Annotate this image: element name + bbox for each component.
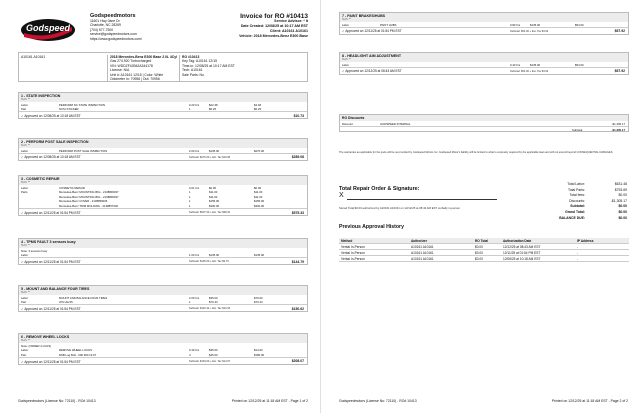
job-block [18, 138, 308, 161]
ro-column [179, 55, 269, 81]
job-footer [340, 67, 628, 74]
job-line-price: $6.25 [209, 107, 216, 112]
job-footer [19, 153, 307, 160]
invoice-title: Invoice for RO #10413 [240, 13, 308, 20]
job-line-qty: 1 [189, 190, 191, 195]
job-line-desc: PERFORM POST SALE INSPECTION [59, 148, 108, 153]
job-line-desc: Mercedes-Benz MOUNTING BKL - 2138800037 [59, 194, 119, 199]
job-header [19, 176, 307, 185]
customer-column [21, 55, 103, 59]
job-line-price: $0.00 [209, 185, 216, 190]
job-line-price: $135.00 [530, 62, 541, 67]
godspeed-logo [20, 18, 76, 42]
service-advisor: Service Advisor: * It [274, 19, 308, 23]
job-line-desc: COSMETIC REPAIR [59, 185, 85, 190]
customer-info-line: Tech: A10161 [182, 68, 203, 73]
totals-value: $0.00 [618, 215, 627, 220]
approval-cell: - [577, 257, 579, 262]
job-approved: ✓ Approved on 12/12/25 at 08:43 AM EST [342, 69, 402, 74]
job-total: $144.79 [291, 259, 304, 264]
approval-cell: 12/11/25 at 01:54 PM EST [503, 251, 541, 256]
job-footer [19, 357, 307, 364]
job-line-amt: $270.00 [254, 148, 265, 153]
job-line-amt: $0.00 [254, 185, 261, 190]
job-line-cls: Part [21, 300, 27, 305]
approval-cell: 12/08/25 at 10:18 AM EST [503, 257, 541, 262]
shop-web[interactable]: https://www.godspeedmotors.com/ [90, 36, 142, 41]
job-block [18, 92, 308, 119]
job-line-qty: 1 [189, 194, 191, 199]
job-tech: Tech: ** [21, 339, 30, 342]
job-line-price: $22.38 [209, 102, 218, 107]
signature-x: X [339, 192, 344, 199]
totals-label: BALANCE DUE: [559, 215, 585, 220]
totals-value: -$1,305.17 [610, 198, 627, 203]
job-line-amt: $11.00 [254, 190, 263, 195]
job-line-price: $35.00 [209, 348, 218, 353]
job-line-cls: Labor [21, 148, 29, 153]
approval-cell: A10161 A10161 [411, 251, 434, 256]
job-line-amt: $180.00 [254, 352, 265, 357]
totals-row [521, 216, 629, 222]
job-line-cls: Labor [342, 22, 350, 27]
approval-column-header: RO Total [475, 239, 489, 244]
ro-discounts [339, 114, 629, 132]
job-line-desc: PERFORM NC STATE INSPECTION [59, 102, 106, 107]
job-line-qty: 2.00 hrs [189, 295, 200, 300]
job-tech: Tech: ** [342, 58, 351, 61]
page-footer-1 [18, 399, 308, 403]
totals-label: Total Parts: [568, 187, 585, 192]
job-approved: ✓ Approved on 12/11/25 at 01:54 PM EST [21, 359, 81, 364]
job-total: $10.73 [293, 113, 304, 118]
job-approved: ✓ Approved on 12/11/25 at 01:54 PM EST [21, 210, 81, 215]
signature-line[interactable] [347, 199, 497, 200]
job-subtotal: Subtotal: $194.00 + Est. Tax $14.07 [189, 359, 231, 363]
job-tech: Tech: ** [21, 181, 30, 184]
job-footer [19, 257, 307, 264]
job-line-price: $135.00 [209, 253, 220, 258]
job-line-qty: 0.80 hrs [510, 22, 521, 27]
job-line-qty: 1 [189, 107, 191, 112]
job-line-qty: 4 [189, 352, 191, 357]
job-line-cls: Labor [342, 62, 350, 67]
job-title: 2 - PERFORM POST SALE INSPECTION [21, 140, 89, 144]
job-header [19, 334, 307, 343]
job-note-text: Note: 3 sensors busy [21, 248, 48, 253]
approval-history-heading: Previous Approval History [339, 224, 404, 230]
date-created: Date Created: 12/08/25 at 10:17 AM EST [240, 24, 308, 28]
job-total: $150.62 [291, 306, 304, 311]
job-line-amt: $70.00 [254, 295, 263, 300]
approval-column-header: Method [341, 239, 353, 244]
job-title: 8 - HEADLIGHT AIM ADJUSTMENT [342, 54, 402, 58]
job-line-amt: $11.00 [254, 194, 263, 199]
job-approved: ✓ Approved on 12/08/25 at 10:18 AM EST [21, 113, 81, 118]
customer-info-line: Unit #: A10161 12/15 | Color: White [110, 72, 164, 77]
job-header [19, 139, 307, 148]
totals-value: $631.48 [614, 182, 627, 186]
job-footer [19, 304, 307, 311]
job-tech: Tech: ** [21, 144, 30, 147]
shop-phone: (704) 577-7500 [90, 27, 114, 32]
totals-value: $793.69 [614, 187, 627, 192]
job-block [18, 175, 308, 216]
job-line-amt: $300.00 [254, 203, 265, 208]
job-line-desc: REMOVE WHEEL LOCKS [59, 348, 92, 353]
job-title: 3 - COSMETIC REPAIR [21, 177, 60, 181]
job-line-amt: $135.00 [254, 253, 265, 258]
job-line-desc: OIS HG/15 [59, 300, 73, 305]
job-title: 1 - STATE INSPECTION [21, 94, 61, 98]
job-line-cls: Part [21, 107, 27, 112]
approval-cell: Verbal In-Person [341, 257, 365, 262]
totals-heading: Total Repair Order & Signature: [339, 186, 420, 192]
job-line-cls: Parts [21, 190, 28, 195]
job-line-cls: Labor [21, 102, 29, 107]
job-line-qty: 2.00 hrs [189, 148, 200, 153]
page-footer-2 [339, 399, 628, 403]
job-block [339, 12, 629, 35]
footer-printed: Printed on 12/12/25 at 11:18 AM EST - Page 1 of 2 [231, 399, 308, 403]
discount-name: GODSPEED INTERNAL [380, 122, 411, 126]
approval-cell: $0.00 [475, 251, 483, 256]
invoice-page-2 [320, 0, 640, 413]
customer-info-line: Sale Parts: No [182, 72, 204, 77]
job-line-cls: Labor [21, 185, 29, 190]
job-line-desc: Mercedes-Benz MOUNTING BKL - 2138800037 [59, 190, 119, 195]
job-line-price: $11.00 [209, 194, 218, 199]
customer-info-line: Key Tag: A10161 12/15 [182, 59, 218, 64]
approval-column-header: Authorizer [411, 239, 427, 244]
discount-subtotal: -$1,305.17 [611, 128, 625, 132]
job-tech: Tech: ** [21, 291, 30, 294]
totals-label: Total Labor: [567, 182, 585, 186]
job-approved: ✓ Approved on 12/11/25 at 01:54 PM EST [342, 29, 402, 34]
customer-vehicle-box [18, 52, 308, 82]
totals-label: Total fees: [569, 193, 585, 198]
job-line-price: $11.00 [209, 190, 218, 195]
client: Client: A10161 A10161 [269, 29, 308, 33]
job-approved: ✓ Approved on 12/08/25 at 10:18 AM EST [21, 155, 81, 160]
job-total: $57.92 [614, 69, 625, 74]
job-line-price: $135.00 [530, 22, 541, 27]
job-subtotal: Subtotal: $537.00 + Est. Tax $38.32 [189, 211, 231, 215]
job-subtotal: Subtotal: $135.00 + Est. Tax $9.79 [189, 260, 229, 264]
job-header [340, 53, 628, 62]
customer-info-line: 2018 Mercedes-Benz E300 Base 2.0L 4Cyl [110, 55, 178, 59]
job-block [18, 333, 308, 365]
job-line-amt: $54.00 [575, 22, 584, 27]
job-footer [19, 208, 307, 215]
job-line-amt: $155.00 [254, 199, 265, 204]
job-block [18, 238, 308, 265]
customer-info-line: A10161 A10161 [21, 55, 46, 59]
job-line-cls: Labor [21, 253, 29, 258]
job-title: 6 - REMOVE WHEEL LOCKS [21, 335, 70, 339]
footer-license: Godspeedmotors (License No: 72110) - RO# 10413 [339, 399, 417, 403]
job-total: $208.07 [291, 359, 304, 364]
shop-address-1: 11601 Hwy 0ane Dr [90, 18, 120, 23]
job-line-desc: Mercedes-Benz TRIM MOLDING - 2138857000 [59, 203, 119, 208]
ro-discounts-title: RO Discounts [340, 115, 628, 121]
approval-cell: - [577, 245, 579, 250]
discount-label: Discount [342, 122, 353, 126]
job-tech: Tech: ** [21, 98, 30, 101]
job-line-qty: 0.40 hrs [189, 348, 200, 353]
job-line-amt: $54.00 [575, 62, 584, 67]
job-approved: ✓ Approved on 12/11/25 at 01:54 PM EST [21, 259, 81, 264]
approval-row [339, 256, 629, 262]
warranty-disclaimer: The warranties as applicable for the parts will be as provided by Godspeed Motors Inc. Godspeed Motor's liability will be limited to what is expressly required by the applicable laws and will not extend beyond CONSEQUENTIAL DAMAGES. [339, 151, 614, 154]
vehicle-column [107, 55, 179, 81]
job-line-qty: 1 [189, 203, 191, 208]
job-line-desc: PAINT HUBS [380, 22, 397, 27]
job-line-price: $45.00 [209, 352, 218, 357]
logo-text: Godspeed [25, 23, 71, 33]
job-block [18, 285, 308, 312]
customer-info-line: Gas 274.920 Turbocharged [110, 59, 152, 64]
job-line-qty: 1 [189, 199, 191, 204]
job-header [19, 93, 307, 102]
job-subtotal: Subtotal: $270.00 + Est. Tax $19.08 [189, 155, 231, 159]
approval-cell: $0.00 [475, 245, 483, 250]
job-line-desc: MOUNT AND BALANCE FOUR TIRES [59, 295, 108, 300]
approval-column-header: Authorization Date [503, 239, 532, 244]
job-subtotal: Subtotal: $54.00 + Est. Tax $3.92 [510, 29, 549, 33]
approval-history-table [339, 238, 629, 262]
job-footer [340, 27, 628, 34]
job-line-desc: NCSI STICKER [59, 107, 79, 112]
totals-label: Discounts: [569, 198, 585, 203]
job-tech: Tech: ** [21, 244, 30, 247]
totals-value: $0.00 [618, 209, 627, 214]
job-note-text: Note: (ORDER 4 LUGS) [21, 343, 52, 348]
customer-info-line: RO #10413 [182, 55, 200, 59]
discount-subtotal-label: Subtotal [572, 128, 583, 132]
job-line-amt: $6.25 [254, 107, 261, 112]
job-tech: Tech: ** [342, 18, 351, 21]
shop-email[interactable]: service@godspeedmotors.com [90, 32, 137, 37]
vehicle: Vehicle: 2018 Mercedes-Benz E300 Base [239, 34, 308, 38]
job-line-qty: 0.40 hrs [510, 62, 521, 67]
approval-cell: Verbal In-Person [341, 245, 365, 250]
job-line-price: $135.00 [209, 148, 220, 153]
job-total: $575.33 [291, 210, 304, 215]
job-line-qty: 1.00 hrs [189, 253, 200, 258]
discount-subtotal-line [340, 126, 628, 131]
totals-table [521, 182, 629, 221]
job-line-amt: $70.44 [254, 300, 263, 305]
job-line-desc: RSB Lug Bolt - 000 990 19 07 [59, 352, 97, 357]
job-total: $57.92 [614, 29, 625, 34]
job-subtotal: Subtotal: $140.44 + Est. Tax $10.18 [189, 307, 231, 311]
job-line-price: $70.44 [209, 300, 218, 305]
approval-cell: Verbal In-Person [341, 251, 365, 256]
customer-info-line: Time-in: 12/08/25 at 10:17 AM EST [182, 63, 235, 68]
job-line-cls: Labor [21, 348, 29, 353]
job-footer [19, 111, 307, 118]
job-header [19, 286, 307, 295]
job-line-amt: $14.00 [254, 348, 263, 353]
totals-value: $0.00 [618, 204, 627, 209]
job-line-qty: 0.20 hrs [189, 102, 200, 107]
approval-cell: 12/12/25 at 08:43 AM EST [503, 245, 541, 250]
job-approved: ✓ Approved on 12/11/25 at 01:54 PM EST [21, 306, 81, 311]
job-subtotal: Subtotal: $54.00 + Est. Tax $3.92 [510, 69, 549, 73]
totals-value: $0.00 [618, 193, 627, 198]
job-line-cls: Labor [21, 295, 29, 300]
customer-info-line: License: N/A [110, 68, 130, 73]
signature-statement: Stored Total $0.00 authorized by A10161 A10161 on 12/12/25 at 08:43 AM EST verbally in-person [339, 206, 461, 210]
job-header [19, 239, 307, 248]
job-title: 5 - MOUNT AND BALANCE FOUR TIRES [21, 287, 90, 291]
job-line-qty: 1 [189, 300, 191, 305]
job-line-amt: $4.48 [254, 102, 261, 107]
job-line-cls: Part [21, 352, 27, 357]
totals-label: Grand Total: [565, 209, 585, 214]
shop-info [90, 14, 210, 42]
job-line-price: $35.00 [209, 295, 218, 300]
footer-printed: Printed on 12/12/25 at 11:18 AM EST - Page 2 of 2 [551, 399, 628, 403]
totals-label: Subtotal: [570, 204, 585, 209]
approval-cell: A10161 A10161 [411, 257, 434, 262]
job-total: $289.08 [291, 155, 304, 160]
job-line-qty: 0.01 hrs [189, 185, 200, 190]
customer-info-line: VIN: WDDZF4JB6JA344178 [110, 63, 153, 68]
invoice-header [239, 14, 308, 39]
approval-column-header: IP Address [577, 239, 594, 244]
job-line-price: $300.00 [209, 203, 220, 208]
shop-name: Godspeedmotors [90, 13, 136, 19]
job-line-desc: Mercedes-Benz COVER - 2138850006 [59, 199, 108, 204]
shop-address-2: Charlotte, NC 28269 [90, 23, 121, 28]
approval-cell: A10161 A10161 [411, 245, 434, 250]
approval-cell: $0.00 [475, 257, 483, 262]
approval-cell: - [577, 251, 579, 256]
job-title: 7 - PAINT BRAKES/HUBS [342, 14, 386, 18]
job-line-price: $155.00 [209, 199, 220, 204]
job-block [339, 52, 629, 75]
footer-license: Godspeedmotors (License No: 72110) - RO# 10413 [18, 399, 96, 403]
job-title: 4 - TPMS FAULT 3 sensors busy [21, 240, 76, 244]
job-header [340, 13, 628, 22]
discount-amount: -$1,305.17 [611, 122, 625, 126]
customer-info-line: Odometer In: 70956 | Out: 70956 [110, 77, 160, 82]
